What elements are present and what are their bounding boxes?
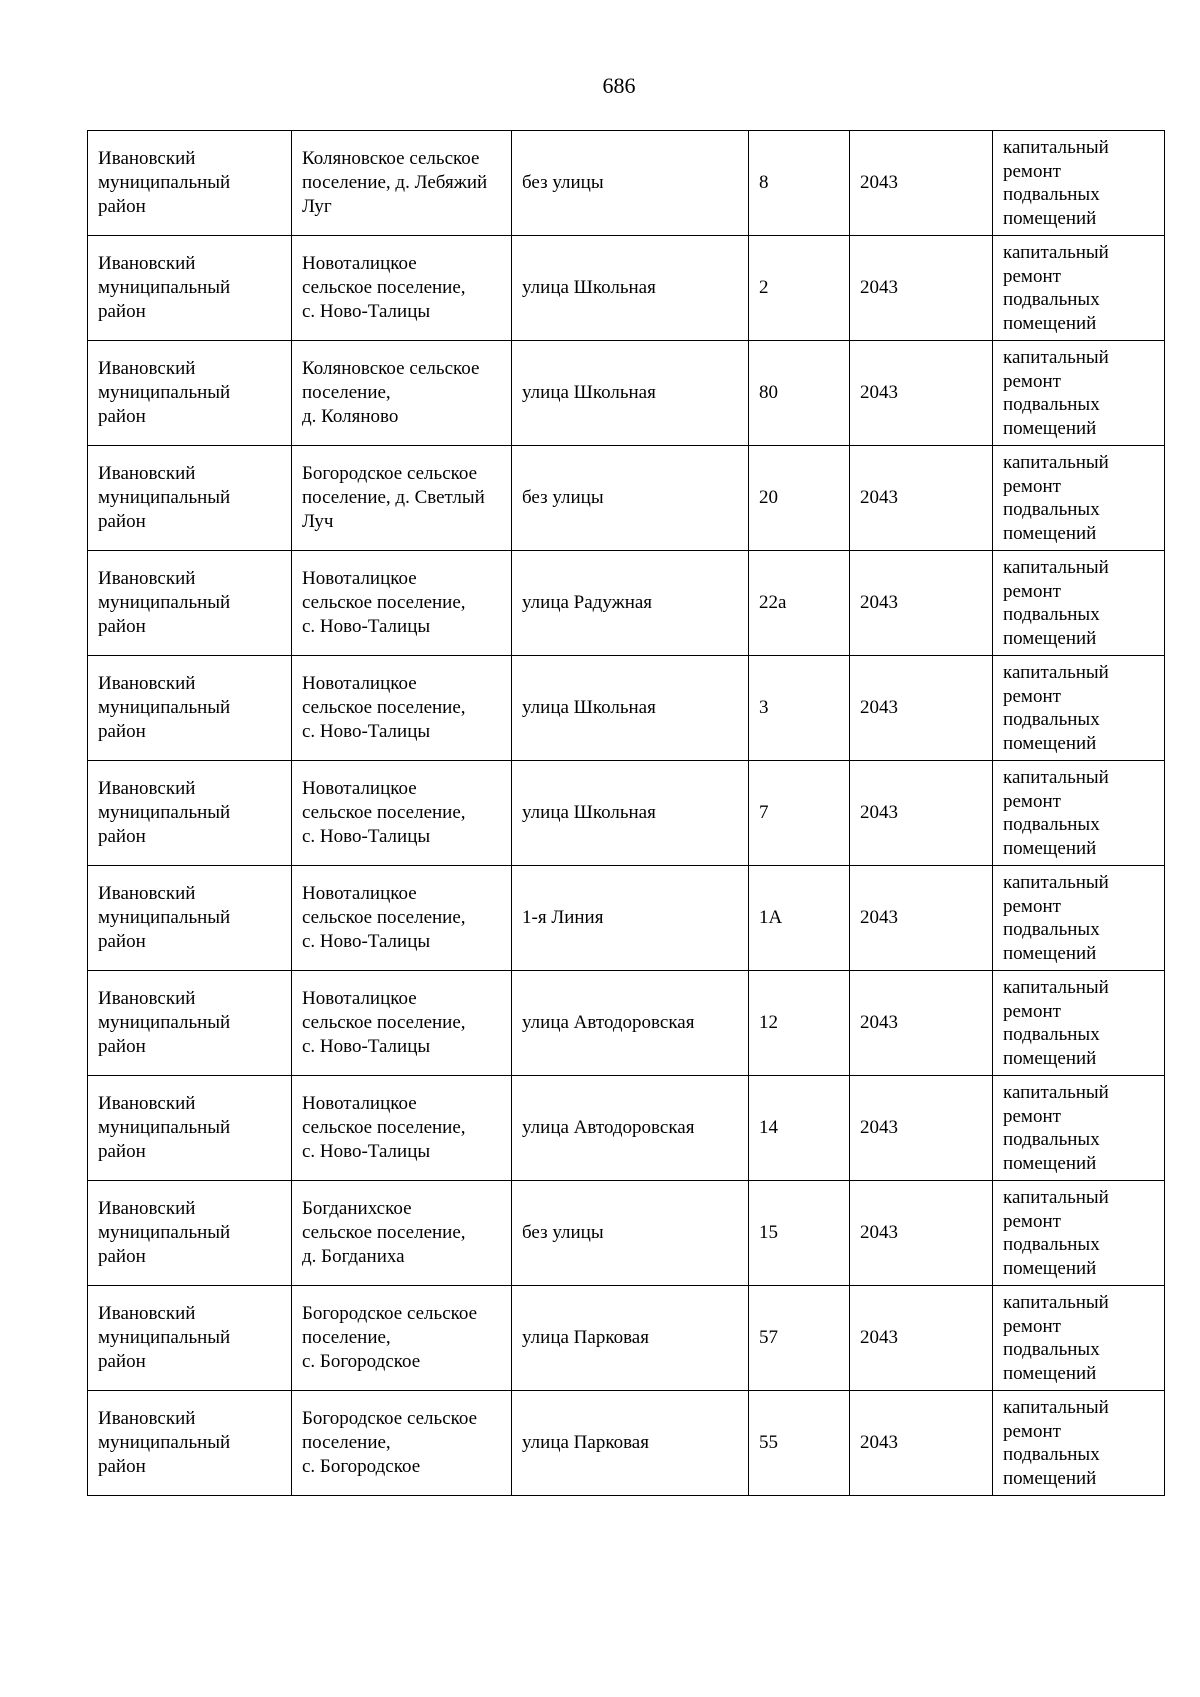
district-line: район [98, 616, 146, 637]
settlement-cell [292, 1286, 512, 1391]
settlement-line: Новоталицкое [302, 568, 417, 589]
work-cell [993, 1076, 1165, 1181]
district-line: район [98, 931, 146, 952]
district-line: Ивановский [98, 568, 196, 589]
work-cell [993, 866, 1165, 971]
work-cell [993, 1286, 1165, 1391]
house-cell [749, 446, 850, 551]
page-number: 686 [602, 73, 636, 98]
work-line: ремонт [1003, 475, 1061, 497]
work-line: подвальных [1003, 289, 1100, 310]
work-line: ремонт [1003, 160, 1061, 182]
district-line: район [98, 1141, 146, 1162]
house-text: 20 [759, 487, 778, 508]
table-row [88, 1076, 1165, 1181]
work-line: помещений [1003, 732, 1097, 754]
table-row [88, 236, 1165, 341]
street-cell [512, 1076, 749, 1181]
district-line: муниципальный [98, 1222, 231, 1243]
district-line: муниципальный [98, 907, 231, 928]
street-cell [512, 866, 749, 971]
house-cell [749, 236, 850, 341]
work-line: капитальный [1003, 872, 1109, 893]
district-cell [88, 1076, 292, 1181]
work-line: помещений [1003, 1152, 1097, 1174]
year-text: 2043 [860, 907, 898, 928]
district-line: Ивановский [98, 463, 196, 484]
district-line: Ивановский [98, 1303, 196, 1324]
street-text: улица Автодоровская [522, 1117, 695, 1138]
district-line: район [98, 406, 146, 427]
year-cell [850, 341, 993, 446]
street-cell [512, 551, 749, 656]
district-line: муниципальный [98, 1432, 231, 1453]
district-cell [88, 446, 292, 551]
house-text: 15 [759, 1222, 778, 1243]
work-line: подвальных [1003, 499, 1100, 520]
district-cell [88, 1286, 292, 1391]
street-cell [512, 446, 749, 551]
work-line: подвальных [1003, 1444, 1100, 1465]
work-line: ремонт [1003, 790, 1061, 812]
street-cell [512, 341, 749, 446]
year-text: 2043 [860, 172, 898, 193]
work-line: подвальных [1003, 394, 1100, 415]
settlement-line: сельское поселение, [302, 592, 466, 613]
year-text: 2043 [860, 1432, 898, 1453]
settlement-line: Коляновское сельское [302, 148, 480, 169]
housing-repair-table [87, 130, 1165, 1496]
settlement-cell [292, 1076, 512, 1181]
settlement-cell [292, 1181, 512, 1286]
work-line: капитальный [1003, 452, 1109, 473]
district-line: Ивановский [98, 1198, 196, 1219]
work-cell [993, 341, 1165, 446]
year-text: 2043 [860, 1327, 898, 1348]
district-line: Ивановский [98, 358, 196, 379]
settlement-line: сельское поселение, [302, 802, 466, 823]
settlement-line: сельское поселение, [302, 1012, 466, 1033]
work-cell [993, 131, 1165, 236]
street-cell [512, 1181, 749, 1286]
house-cell [749, 131, 850, 236]
district-line: район [98, 1036, 146, 1057]
year-text: 2043 [860, 802, 898, 823]
district-line: муниципальный [98, 1012, 231, 1033]
street-cell [512, 656, 749, 761]
settlement-line: поселение, д. Светлый [302, 487, 485, 508]
settlement-cell [292, 236, 512, 341]
street-text: улица Школьная [522, 277, 656, 298]
year-cell [850, 656, 993, 761]
district-line: район [98, 1351, 146, 1372]
street-text: улица Парковая [522, 1432, 649, 1453]
work-line: ремонт [1003, 1210, 1061, 1232]
house-text: 22а [759, 592, 787, 613]
street-text: улица Парковая [522, 1327, 649, 1348]
settlement-cell [292, 446, 512, 551]
settlement-line: Луг [302, 196, 332, 217]
settlement-cell [292, 341, 512, 446]
house-text: 2 [759, 277, 769, 298]
work-line: ремонт [1003, 895, 1061, 917]
year-cell [850, 446, 993, 551]
district-line: район [98, 511, 146, 532]
work-line: ремонт [1003, 685, 1061, 707]
settlement-line: с. Ново-Талицы [302, 826, 431, 847]
street-text: без улицы [522, 172, 604, 193]
district-cell [88, 1181, 292, 1286]
year-cell [850, 1286, 993, 1391]
street-text: 1-я Линия [522, 907, 604, 928]
house-cell [749, 1286, 850, 1391]
settlement-line: поселение, [302, 1327, 391, 1348]
settlement-line: с. Богородское [302, 1351, 421, 1372]
settlement-line: Богородское сельское [302, 1303, 478, 1324]
table-row [88, 1391, 1165, 1496]
settlement-line: Новоталицкое [302, 1093, 417, 1114]
year-text: 2043 [860, 277, 898, 298]
district-cell [88, 761, 292, 866]
house-cell [749, 761, 850, 866]
house-text: 1А [759, 907, 783, 928]
work-line: ремонт [1003, 370, 1061, 392]
district-cell [88, 971, 292, 1076]
work-line: помещений [1003, 1047, 1097, 1069]
work-line: подвальных [1003, 814, 1100, 835]
district-line: муниципальный [98, 382, 231, 403]
work-cell [993, 1391, 1165, 1496]
year-cell [850, 131, 993, 236]
work-line: подвальных [1003, 604, 1100, 625]
settlement-line: с. Ново-Талицы [302, 1141, 431, 1162]
settlement-cell [292, 551, 512, 656]
settlement-line: сельское поселение, [302, 1117, 466, 1138]
district-cell [88, 341, 292, 446]
work-line: помещений [1003, 312, 1097, 334]
street-cell [512, 761, 749, 866]
house-text: 57 [759, 1327, 778, 1348]
settlement-line: Новоталицкое [302, 778, 417, 799]
work-line: помещений [1003, 522, 1097, 544]
district-line: муниципальный [98, 277, 231, 298]
district-cell [88, 866, 292, 971]
district-line: муниципальный [98, 592, 231, 613]
house-cell [749, 656, 850, 761]
settlement-line: сельское поселение, [302, 1222, 466, 1243]
table-row [88, 971, 1165, 1076]
district-line: район [98, 1246, 146, 1267]
year-text: 2043 [860, 697, 898, 718]
district-line: муниципальный [98, 1327, 231, 1348]
street-cell [512, 1391, 749, 1496]
settlement-line: Коляновское сельское [302, 358, 480, 379]
settlement-cell [292, 1391, 512, 1496]
district-line: район [98, 826, 146, 847]
work-line: капитальный [1003, 662, 1109, 683]
settlement-line: д. Коляново [302, 406, 399, 427]
settlement-line: сельское поселение, [302, 907, 466, 928]
district-line: Ивановский [98, 1408, 196, 1429]
work-line: капитальный [1003, 1187, 1109, 1208]
work-line: помещений [1003, 1467, 1097, 1489]
street-cell [512, 1286, 749, 1391]
work-line: ремонт [1003, 1000, 1061, 1022]
settlement-line: с. Богородское [302, 1456, 421, 1477]
table-body [88, 131, 1165, 1496]
district-line: муниципальный [98, 1117, 231, 1138]
settlement-line: сельское поселение, [302, 277, 466, 298]
work-line: ремонт [1003, 1105, 1061, 1127]
district-line: район [98, 301, 146, 322]
work-line: подвальных [1003, 709, 1100, 730]
house-text: 80 [759, 382, 778, 403]
district-line: Ивановский [98, 1093, 196, 1114]
district-line: район [98, 196, 146, 217]
street-text: без улицы [522, 1222, 604, 1243]
house-cell [749, 1076, 850, 1181]
street-text: улица Школьная [522, 802, 656, 823]
work-line: капитальный [1003, 1082, 1109, 1103]
district-line: Ивановский [98, 778, 196, 799]
district-cell [88, 1391, 292, 1496]
work-cell [993, 971, 1165, 1076]
year-text: 2043 [860, 1222, 898, 1243]
settlement-line: Богданихское [302, 1198, 412, 1219]
settlement-cell [292, 866, 512, 971]
table-row [88, 1286, 1165, 1391]
work-line: подвальных [1003, 1339, 1100, 1360]
work-line: ремонт [1003, 265, 1061, 287]
district-cell [88, 131, 292, 236]
work-line: подвальных [1003, 184, 1100, 205]
work-line: ремонт [1003, 1420, 1061, 1442]
district-line: муниципальный [98, 802, 231, 823]
house-cell [749, 1181, 850, 1286]
district-cell [88, 236, 292, 341]
settlement-line: поселение, [302, 1432, 391, 1453]
work-line: помещений [1003, 417, 1097, 439]
street-text: улица Школьная [522, 697, 656, 718]
settlement-cell [292, 131, 512, 236]
district-line: район [98, 721, 146, 742]
district-line: Ивановский [98, 883, 196, 904]
settlement-cell [292, 761, 512, 866]
settlement-cell [292, 656, 512, 761]
district-cell [88, 656, 292, 761]
work-line: подвальных [1003, 1129, 1100, 1150]
work-line: капитальный [1003, 1397, 1109, 1418]
house-cell [749, 1391, 850, 1496]
settlement-line: с. Ново-Талицы [302, 931, 431, 952]
work-line: помещений [1003, 207, 1097, 229]
district-line: Ивановский [98, 673, 196, 694]
district-line: муниципальный [98, 487, 231, 508]
work-cell [993, 1181, 1165, 1286]
year-text: 2043 [860, 487, 898, 508]
settlement-line: Луч [302, 511, 334, 532]
year-cell [850, 971, 993, 1076]
work-line: помещений [1003, 1362, 1097, 1384]
work-line: капитальный [1003, 557, 1109, 578]
house-text: 14 [759, 1117, 778, 1138]
settlement-line: Новоталицкое [302, 988, 417, 1009]
house-cell [749, 971, 850, 1076]
work-line: капитальный [1003, 1292, 1109, 1313]
district-line: Ивановский [98, 253, 196, 274]
year-text: 2043 [860, 1117, 898, 1138]
table-row [88, 761, 1165, 866]
year-cell [850, 236, 993, 341]
district-line: муниципальный [98, 697, 231, 718]
settlement-line: с. Ново-Талицы [302, 721, 431, 742]
settlement-line: д. Богданиха [302, 1246, 405, 1267]
table-row [88, 446, 1165, 551]
work-line: ремонт [1003, 1315, 1061, 1337]
settlement-line: Богородское сельское [302, 463, 478, 484]
work-cell [993, 236, 1165, 341]
district-line: Ивановский [98, 148, 196, 169]
street-text: без улицы [522, 487, 604, 508]
work-cell [993, 446, 1165, 551]
work-cell [993, 551, 1165, 656]
street-text: улица Радужная [522, 592, 653, 613]
settlement-line: с. Ново-Талицы [302, 301, 431, 322]
house-cell [749, 551, 850, 656]
year-cell [850, 761, 993, 866]
work-line: подвальных [1003, 919, 1100, 940]
street-cell [512, 236, 749, 341]
house-text: 3 [759, 697, 769, 718]
year-cell [850, 866, 993, 971]
house-text: 7 [759, 802, 769, 823]
street-text: улица Автодоровская [522, 1012, 695, 1033]
work-line: подвальных [1003, 1024, 1100, 1045]
street-cell [512, 971, 749, 1076]
settlement-line: Новоталицкое [302, 673, 417, 694]
work-line: помещений [1003, 1257, 1097, 1279]
work-line: ремонт [1003, 580, 1061, 602]
table-row [88, 866, 1165, 971]
district-line: муниципальный [98, 172, 231, 193]
settlement-cell [292, 971, 512, 1076]
table-row [88, 341, 1165, 446]
district-line: район [98, 1456, 146, 1477]
district-cell [88, 551, 292, 656]
year-cell [850, 1391, 993, 1496]
year-text: 2043 [860, 1012, 898, 1033]
work-line: капитальный [1003, 977, 1109, 998]
work-line: подвальных [1003, 1234, 1100, 1255]
settlement-line: поселение, [302, 382, 391, 403]
house-text: 12 [759, 1012, 778, 1033]
year-text: 2043 [860, 592, 898, 613]
house-cell [749, 341, 850, 446]
table-row [88, 551, 1165, 656]
work-line: капитальный [1003, 347, 1109, 368]
house-cell [749, 866, 850, 971]
year-cell [850, 551, 993, 656]
work-line: капитальный [1003, 767, 1109, 788]
year-text: 2043 [860, 382, 898, 403]
settlement-line: сельское поселение, [302, 697, 466, 718]
table-row [88, 1181, 1165, 1286]
year-cell [850, 1076, 993, 1181]
work-cell [993, 656, 1165, 761]
work-line: помещений [1003, 837, 1097, 859]
work-line: капитальный [1003, 137, 1109, 158]
street-cell [512, 131, 749, 236]
work-line: помещений [1003, 942, 1097, 964]
year-cell [850, 1181, 993, 1286]
settlement-line: Новоталицкое [302, 253, 417, 274]
house-text: 8 [759, 172, 769, 193]
table-row [88, 131, 1165, 236]
district-line: Ивановский [98, 988, 196, 1009]
table-row [88, 656, 1165, 761]
work-cell [993, 761, 1165, 866]
settlement-line: поселение, д. Лебяжий [302, 172, 488, 193]
settlement-line: Богородское сельское [302, 1408, 478, 1429]
settlement-line: Новоталицкое [302, 883, 417, 904]
house-text: 55 [759, 1432, 778, 1453]
settlement-line: с. Ново-Талицы [302, 1036, 431, 1057]
work-line: помещений [1003, 627, 1097, 649]
settlement-line: с. Ново-Талицы [302, 616, 431, 637]
street-text: улица Школьная [522, 382, 656, 403]
work-line: капитальный [1003, 242, 1109, 263]
